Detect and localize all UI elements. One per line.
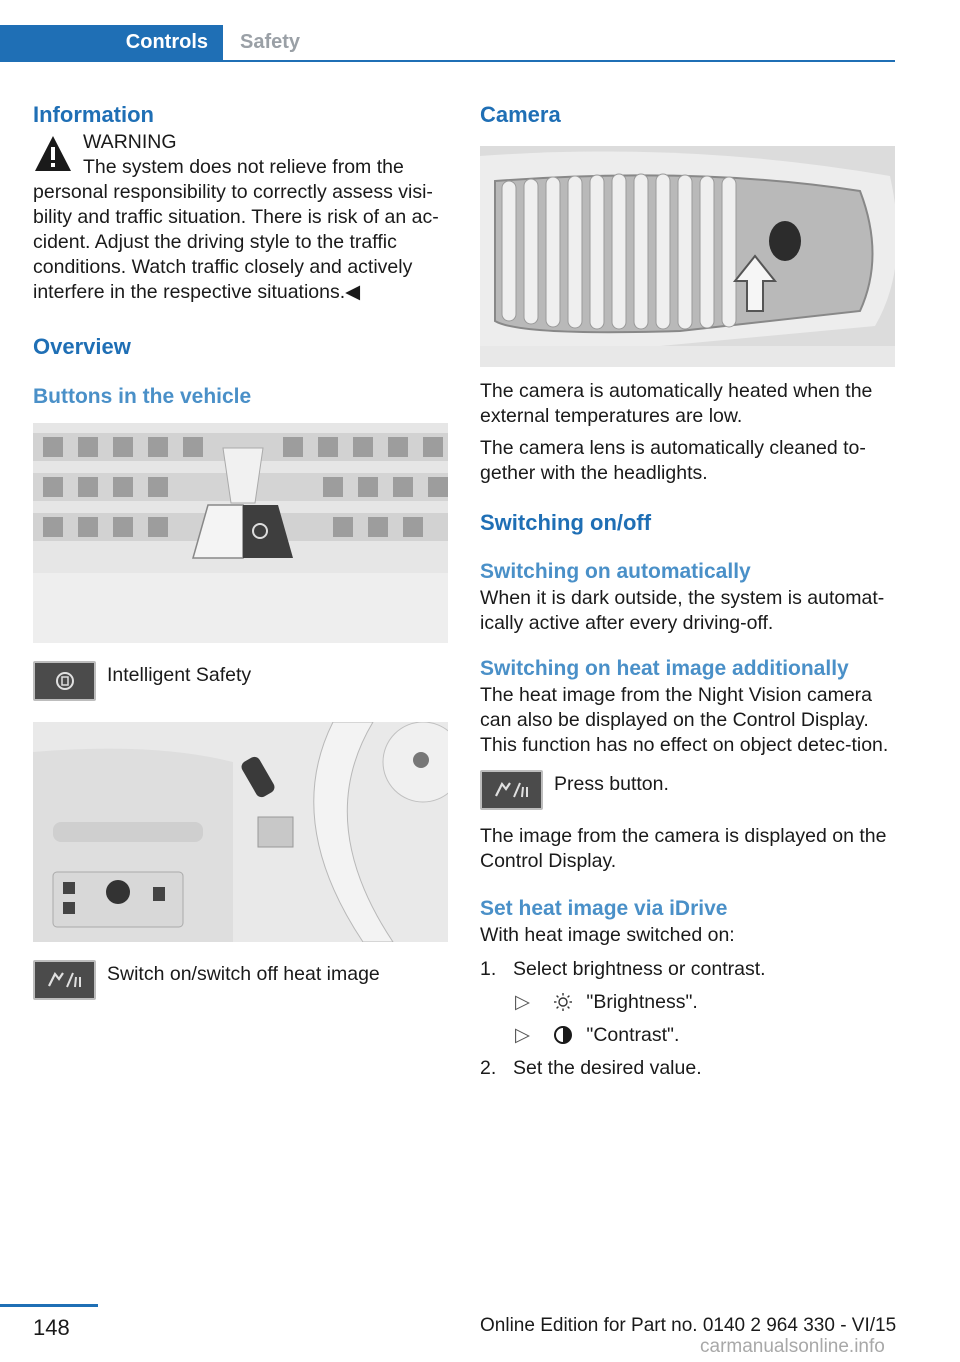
substep-text: "Brightness". xyxy=(586,991,698,1013)
heat-image-button-icon xyxy=(480,770,543,810)
brightness-icon xyxy=(553,992,573,1012)
warning-line: cident. Adjust the driving style to the traffic xyxy=(33,231,397,253)
step-item xyxy=(480,1056,895,1081)
cockpit-photo xyxy=(33,722,448,942)
buttons-heading: Buttons in the vehicle xyxy=(33,385,252,408)
page-number: 148 xyxy=(33,1315,70,1340)
step-text: Set the desired value. xyxy=(513,1057,702,1079)
press-button-row xyxy=(480,770,895,810)
warning-title: WARNING xyxy=(83,131,177,153)
auto-paragraph: When it is dark outside, the system is automat-ically active after every driving-off. xyxy=(480,587,885,634)
warning-line: interfere in the respective situations.◀ xyxy=(33,281,361,303)
step-number: 1. xyxy=(480,958,497,980)
kidney-grille-illustration xyxy=(480,146,895,367)
switching-heading: Switching on/off xyxy=(480,510,652,535)
warning-line: bility and traffic situation. There is risk of an ac- xyxy=(33,206,439,228)
camera-paragraph-2: The camera lens is automatically cleaned to-gether with the headlights. xyxy=(480,437,866,484)
intelligent-safety-button-icon xyxy=(33,661,96,701)
substep-item xyxy=(513,990,895,1015)
tab-controls[interactable]: Controls xyxy=(0,25,223,60)
camera-paragraph-1: The camera is automatically heated when the external temperatures are low. xyxy=(480,380,873,427)
intelligent-safety-label: Intelligent Safety xyxy=(107,664,252,686)
left-column xyxy=(33,100,449,1000)
camera-photo xyxy=(480,146,895,367)
step-number: 2. xyxy=(480,1057,497,1079)
warning-line: The system does not relieve from the xyxy=(83,156,404,178)
heat-paragraph: The heat image from the Night Vision camera can also be displayed on the Control Display. This function has no effect on object detec-tion. xyxy=(480,684,889,756)
overview-heading: Overview xyxy=(33,334,131,359)
contrast-icon xyxy=(553,1025,573,1045)
step-item xyxy=(480,957,895,1048)
heat-image-label: Switch on/switch off heat image xyxy=(107,963,380,985)
substep-item xyxy=(513,1023,895,1048)
grille-illustration xyxy=(33,423,448,643)
right-column xyxy=(480,100,895,1089)
warning-block xyxy=(33,130,449,305)
warning-line: conditions. Watch traffic closely and actively xyxy=(33,256,413,278)
footer-rule xyxy=(0,1304,98,1307)
warning-line: personal responsibility to correctly assess visi- xyxy=(33,181,433,203)
press-button-label: Press button. xyxy=(554,773,669,795)
watermark: carmanualsonline.info xyxy=(700,1336,885,1357)
warning-triangle-icon xyxy=(33,134,73,174)
grille-button-photo xyxy=(33,423,448,643)
idrive-heading: Set heat image via iDrive xyxy=(480,897,728,920)
step-substeps xyxy=(513,990,895,1048)
idrive-intro: With heat image switched on: xyxy=(480,924,735,946)
heat-image-button-icon xyxy=(33,960,96,1000)
bullet-marker: ▷ xyxy=(515,991,530,1013)
heat-result-paragraph: The image from the camera is displayed on the Control Display. xyxy=(480,825,887,872)
heat-heading: Switching on heat image additionally xyxy=(480,657,849,680)
idrive-steps xyxy=(480,957,895,1081)
information-heading: Information xyxy=(33,102,154,127)
tab-safety[interactable]: Safety xyxy=(240,31,301,53)
header-bar xyxy=(0,25,895,62)
step-text: Select brightness or contrast. xyxy=(513,958,766,980)
auto-heading: Switching on automatically xyxy=(480,560,751,583)
heat-image-row xyxy=(33,960,449,1000)
edition-note: Online Edition for Part no. 0140 2 964 330 - VI/15 xyxy=(480,1315,897,1336)
camera-heading: Camera xyxy=(480,102,561,127)
substep-text: "Contrast". xyxy=(586,1024,680,1046)
intelligent-safety-row xyxy=(33,661,449,701)
bullet-marker: ▷ xyxy=(515,1024,530,1046)
cockpit-illustration xyxy=(33,722,448,942)
